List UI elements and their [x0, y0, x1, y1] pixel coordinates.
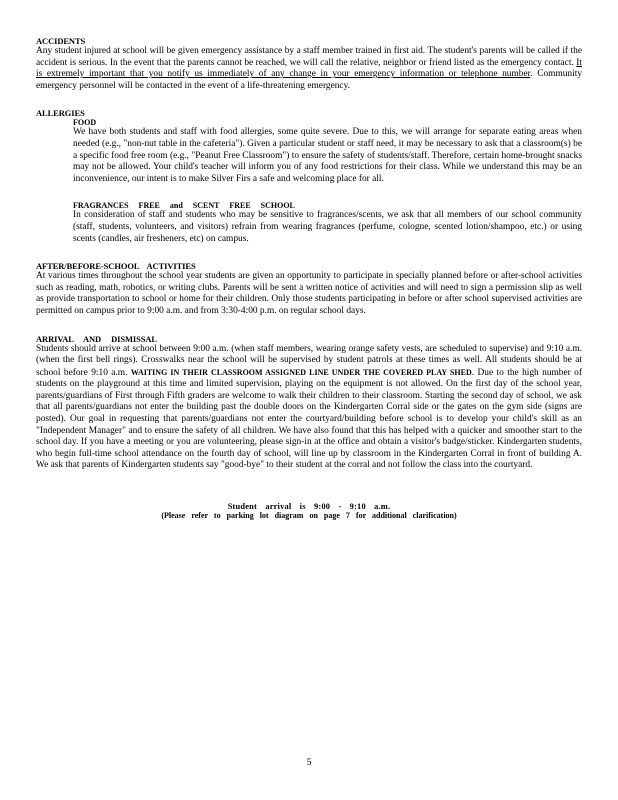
arrival-time-note: Student arrival is 9:00 - 9:10 a.m.: [227, 502, 391, 512]
accidents-text-a: Any student injured at school will be given emergency assistance by a staff member trained in first aid. The student's parents will be called if the accident is serious. In the event that the parents cannot be reached, we will call the relative, neighbor or friend listed as the emergency contact.: [36, 46, 582, 68]
accidents-heading: ACCIDENTS: [36, 36, 86, 46]
fragrances-subheading: FRAGRANCES FREE and SCENT FREE SCHOOL: [73, 201, 295, 211]
after-before-section: [36, 261, 582, 317]
document-page: [36, 36, 582, 520]
arrival-heading: ARRIVAL AND DISMISSAL: [36, 333, 157, 344]
allergies-heading: ALLERGIES: [36, 108, 85, 119]
allergies-section: [36, 108, 582, 245]
arrival-text-b: . Due to the high number of students on the playground at this time and limited supervision, playing on the equipment is not allowed. On the first day of the school year, parents/guardians of First through Fifth graders are welcome to walk their children to their classroom. Starting the second day of school, we ask that all parents/guardians not enter the building past the double doors on the Kindergarten Corral side or the gates on the gym side (signs are posted). Our goal in requesting that parents/guardians not enter the courtyard/building before school is to develop your child's skill as an "Independent Manager" and to ensure the safety of all children. We have also found that this has helped with a quicker and smoother start to the school day. If you have a meeting or you are volunteering, please sign-in at the office and obtain a visitor's badge/sticker. Kindergarten students, who begin full-time school attendance on the fourth day of school, will line up by classroom in the Kindergarten Corral in front of building A. We ask that parents of Kindergarten students say "good-bye" to their student at the corral and not follow the class into the courtyard.: [36, 367, 582, 471]
accidents-text-b: . Community emergency personnel will be contacted in the event of a life-threatening emergency.: [36, 69, 583, 91]
fragrances-paragraph: In consideration of staff and students who may be sensitive to fragrances/scents, we ask that all members of our school community (staff, students, volunteers, and visitors) refrain from wearing fragrances (perfume, cologne, scented lotion/shampoo, etc.) or using scents (candles, air fresheners, etc) on campus.: [73, 210, 582, 244]
after-before-heading: AFTER/BEFORE-SCHOOL ACTIVITIES: [36, 261, 196, 272]
parking-refer-note: (Please refer to parking lot diagram on page 7 for additional clarification): [161, 511, 457, 521]
accidents-paragraph: [36, 46, 582, 92]
arrival-paragraph: [36, 344, 582, 473]
food-block: [36, 118, 582, 185]
arrival-caps-text: WAITING IN THEIR CLASSROOM ASSIGNED LINE UNDER THE COVERED PLAY SHED: [130, 367, 472, 377]
arrival-text-a: Students should arrive at school between 9:00 a.m. (when staff members, wearing orange safety vests, are scheduled to supervise) and 9:10 a.m. (when the first bell rings). Crosswalks near the school will be supervised by student patrols at these times as well. All students should be at school before 9:10 a.m.: [36, 343, 582, 378]
accidents-underlined-text: It is extremely important that you notify us immediately of any change in your emergency information or telephone number: [36, 57, 582, 80]
food-subheading: FOOD: [73, 118, 97, 128]
food-paragraph: We have both students and staff with food allergies, some quite severe. Due to this, we will arrange for separate eating areas when needed (e.g., "non-nut table in the cafeteria"). Given a particular student or staff need, it may be necessary to ask that a classroom(s) be a specific food free room (e.g., "Peanut Free Classroom") to ensure the safety of students/staff. Therefore, certain home-brought snacks may not be allowed. Your child's teacher will inform you of any food restrictions for their class. While we understand this may be an inconvenience, our intent is to make Silver Firs a safe and welcoming place for all.: [73, 127, 582, 184]
page-number: 5: [306, 758, 312, 768]
arrival-section: [36, 334, 582, 473]
fragrances-block: [36, 201, 582, 245]
accidents-section: [36, 36, 582, 92]
after-before-paragraph: At various times throughout the school year students are given an opportunity to participate in specially planned before or after-school activities such as reading, math, robotics, or writing clubs. Parents will be sent a written notice of activities and will need to sign a permission slip as well as provide transportation to school or home for their children. Only those students participating in before or after school supervised activities are permitted on campus prior to 9:00 a.m. and from 3:30-4:00 p.m. on regular school days.: [36, 271, 582, 316]
